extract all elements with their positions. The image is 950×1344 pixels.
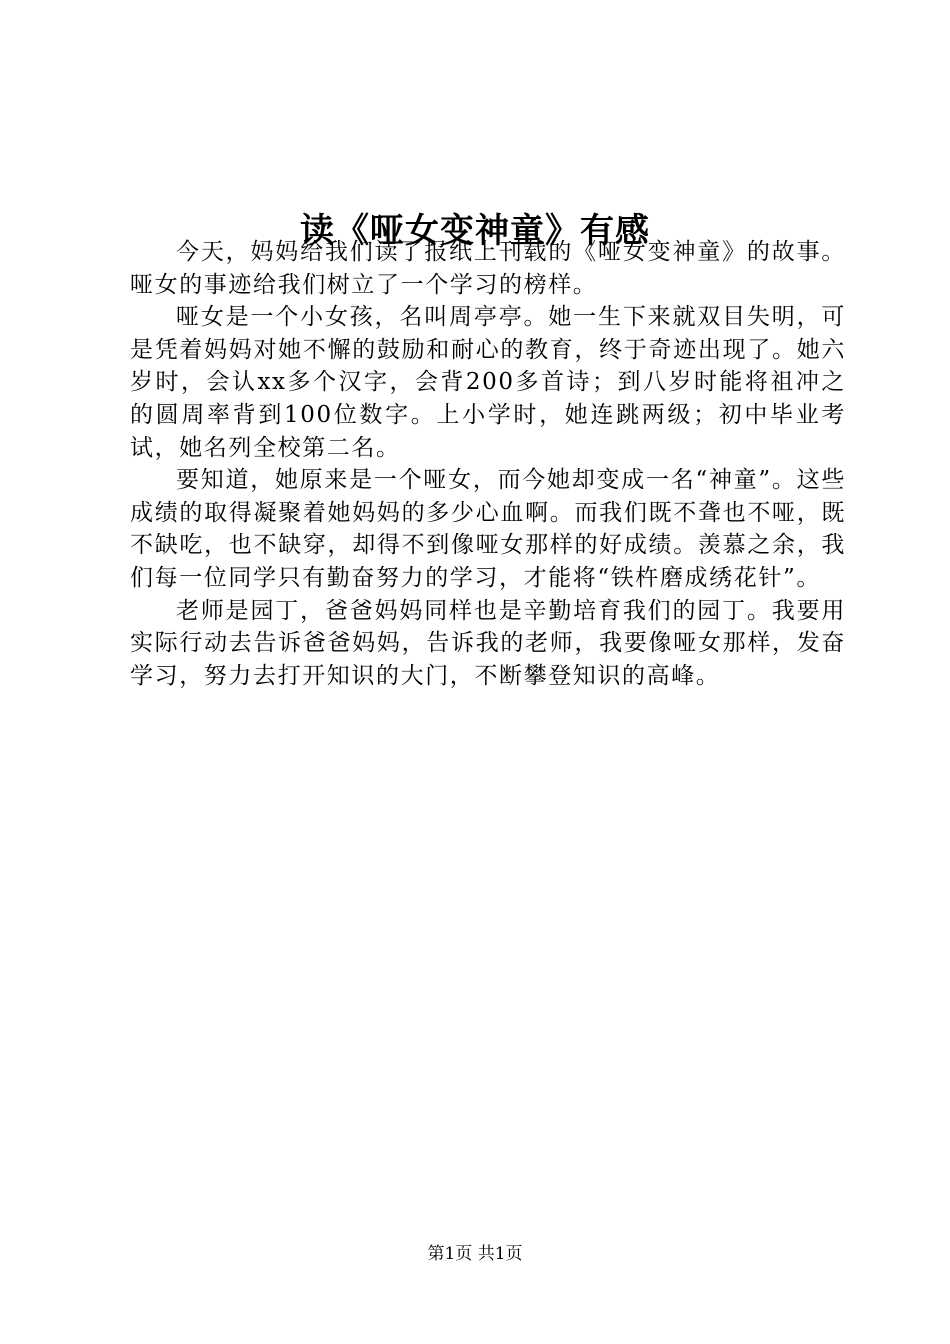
document-title: 读《哑女变神童》有感 — [300, 210, 650, 251]
paragraph-1: 今天，妈妈给我们读了报纸上刊载的《哑女变神童》的故事。哑女的事迹给我们树立了一个学习的榜样。 — [130, 239, 846, 298]
page-footer: 第1页 共1页 — [427, 1244, 523, 1264]
document-body — [130, 236, 846, 692]
paragraph-4: 老师是园丁，爸爸妈妈同样也是辛勤培育我们的园丁。我要用实际行动去告诉爸爸妈妈，告诉我的老师，我要像哑女那样，发奋学习，努力去打开知识的大门，不断攀登知识的高峰。 — [130, 597, 846, 689]
paragraph-2: 哑女是一个小女孩，名叫周亭亭。她一生下来就双目失明，可是凭着妈妈对她不懈的鼓励和耐心的教育，终于奇迹出现了。她六岁时，会认xx多个汉字，会背200多首诗；到八岁时能将祖冲之的圆周率背到100位数字。上小学时，她连跳两级；初中毕业考试，她名列全校第二名。 — [130, 304, 846, 461]
paragraph-3: 要知道，她原来是一个哑女，而今她却变成一名“神童”。这些成绩的取得凝聚着她妈妈的多少心血啊。而我们既不聋也不哑，既不缺吃，也不缺穿，却得不到像哑女那样的好成绩。羡慕之余，我们每一位同学只有勤奋努力的学习，才能将“铁杵磨成绣花针”。 — [130, 467, 846, 591]
